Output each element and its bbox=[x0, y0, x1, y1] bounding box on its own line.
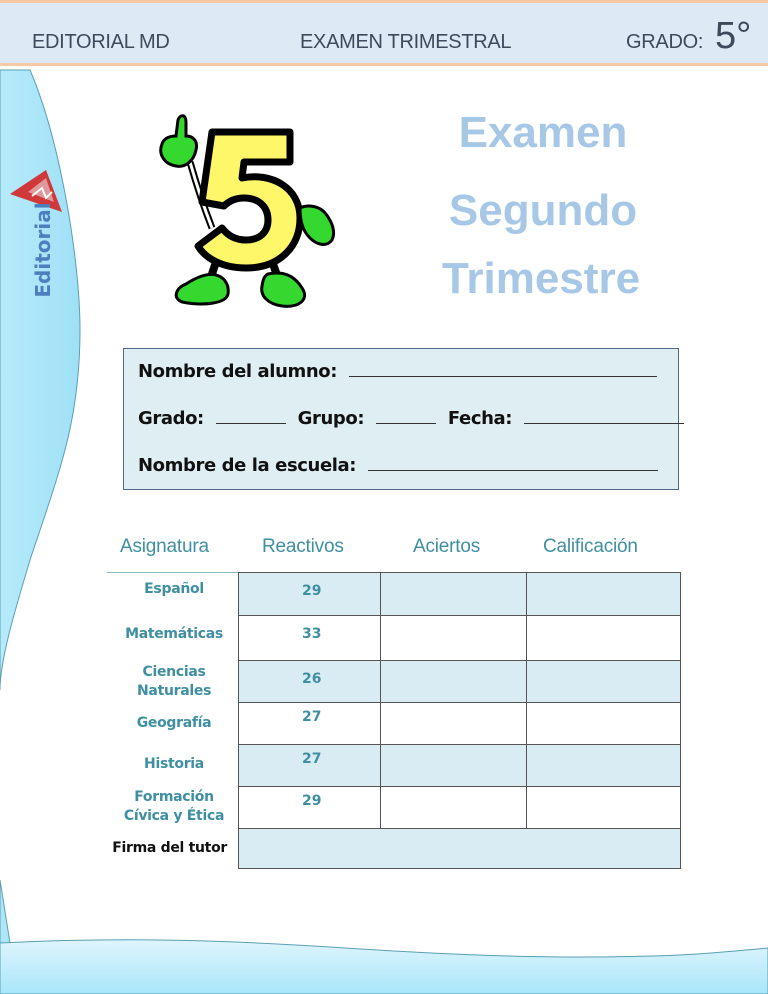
header-bar bbox=[0, 0, 768, 66]
correct-cell[interactable] bbox=[381, 703, 527, 745]
school-name-field[interactable] bbox=[368, 456, 658, 471]
items-cell: 29 bbox=[239, 787, 381, 829]
date-field[interactable] bbox=[524, 409, 684, 424]
tutor-signature-label: Firma del tutor bbox=[112, 840, 227, 856]
publisher-name: EDITORIAL MD bbox=[32, 31, 170, 53]
title-line-2: Segundo bbox=[448, 186, 638, 235]
title-line-3: Trimestre bbox=[441, 254, 641, 303]
student-name-label: Nombre del alumno: bbox=[138, 361, 338, 382]
correct-cell[interactable] bbox=[381, 573, 527, 616]
correct-cell[interactable] bbox=[381, 745, 527, 787]
date-field-label: Fecha: bbox=[447, 408, 513, 429]
col-header-items: Reactivos bbox=[262, 536, 344, 557]
score-cell[interactable] bbox=[527, 573, 681, 616]
bottom-wave bbox=[0, 940, 768, 994]
student-name-field[interactable] bbox=[349, 362, 657, 377]
table-row bbox=[239, 703, 681, 745]
table-row bbox=[239, 745, 681, 787]
subject-label: Historia bbox=[144, 756, 204, 772]
items-cell: 26 bbox=[239, 661, 381, 703]
group-field[interactable] bbox=[376, 409, 436, 424]
grade-field-label: Grado: bbox=[138, 408, 204, 429]
subject-label: Formación Cívica y Ética bbox=[123, 789, 225, 824]
number-five-mascot-icon bbox=[150, 110, 350, 320]
grade-label: GRADO: bbox=[626, 31, 704, 53]
score-cell[interactable] bbox=[527, 616, 681, 661]
items-cell: 33 bbox=[239, 616, 381, 661]
grade-value: 5° bbox=[715, 15, 752, 57]
score-cell[interactable] bbox=[527, 703, 681, 745]
brand-text-vertical: Editorial bbox=[31, 202, 55, 298]
table-row bbox=[239, 573, 681, 616]
student-info-form bbox=[123, 348, 679, 490]
items-cell: 27 bbox=[239, 703, 381, 745]
subject-label: Matemáticas bbox=[125, 626, 223, 642]
side-wave bbox=[0, 70, 80, 690]
grade-field[interactable] bbox=[216, 409, 286, 424]
score-cell[interactable] bbox=[527, 787, 681, 829]
title-line-1: Examen bbox=[458, 108, 628, 157]
col-header-correct: Aciertos bbox=[413, 536, 481, 557]
exam-type: EXAMEN TRIMESTRAL bbox=[300, 31, 512, 53]
subject-label: Ciencias Naturales bbox=[137, 664, 212, 699]
group-field-label: Grupo: bbox=[297, 408, 365, 429]
items-cell: 27 bbox=[239, 745, 381, 787]
school-name-row bbox=[138, 455, 658, 476]
table-row bbox=[239, 661, 681, 703]
table-row bbox=[239, 787, 681, 829]
school-name-label: Nombre de la escuela: bbox=[138, 455, 357, 476]
score-cell[interactable] bbox=[527, 661, 681, 703]
items-cell: 29 bbox=[239, 573, 381, 616]
student-name-row bbox=[138, 361, 657, 382]
grade-group-date-row bbox=[138, 408, 684, 429]
col-header-subject: Asignatura bbox=[120, 536, 209, 557]
score-cell[interactable] bbox=[527, 745, 681, 787]
signature-row bbox=[239, 829, 681, 869]
header-divider bbox=[107, 572, 240, 573]
subject-label: Geografía bbox=[136, 715, 212, 731]
grades-table bbox=[238, 572, 681, 869]
correct-cell[interactable] bbox=[381, 616, 527, 661]
table-row bbox=[239, 616, 681, 661]
correct-cell[interactable] bbox=[381, 661, 527, 703]
correct-cell[interactable] bbox=[381, 787, 527, 829]
tutor-signature-field[interactable] bbox=[239, 829, 681, 869]
col-header-score: Calificación bbox=[543, 536, 638, 557]
subject-label: Español bbox=[144, 581, 204, 597]
